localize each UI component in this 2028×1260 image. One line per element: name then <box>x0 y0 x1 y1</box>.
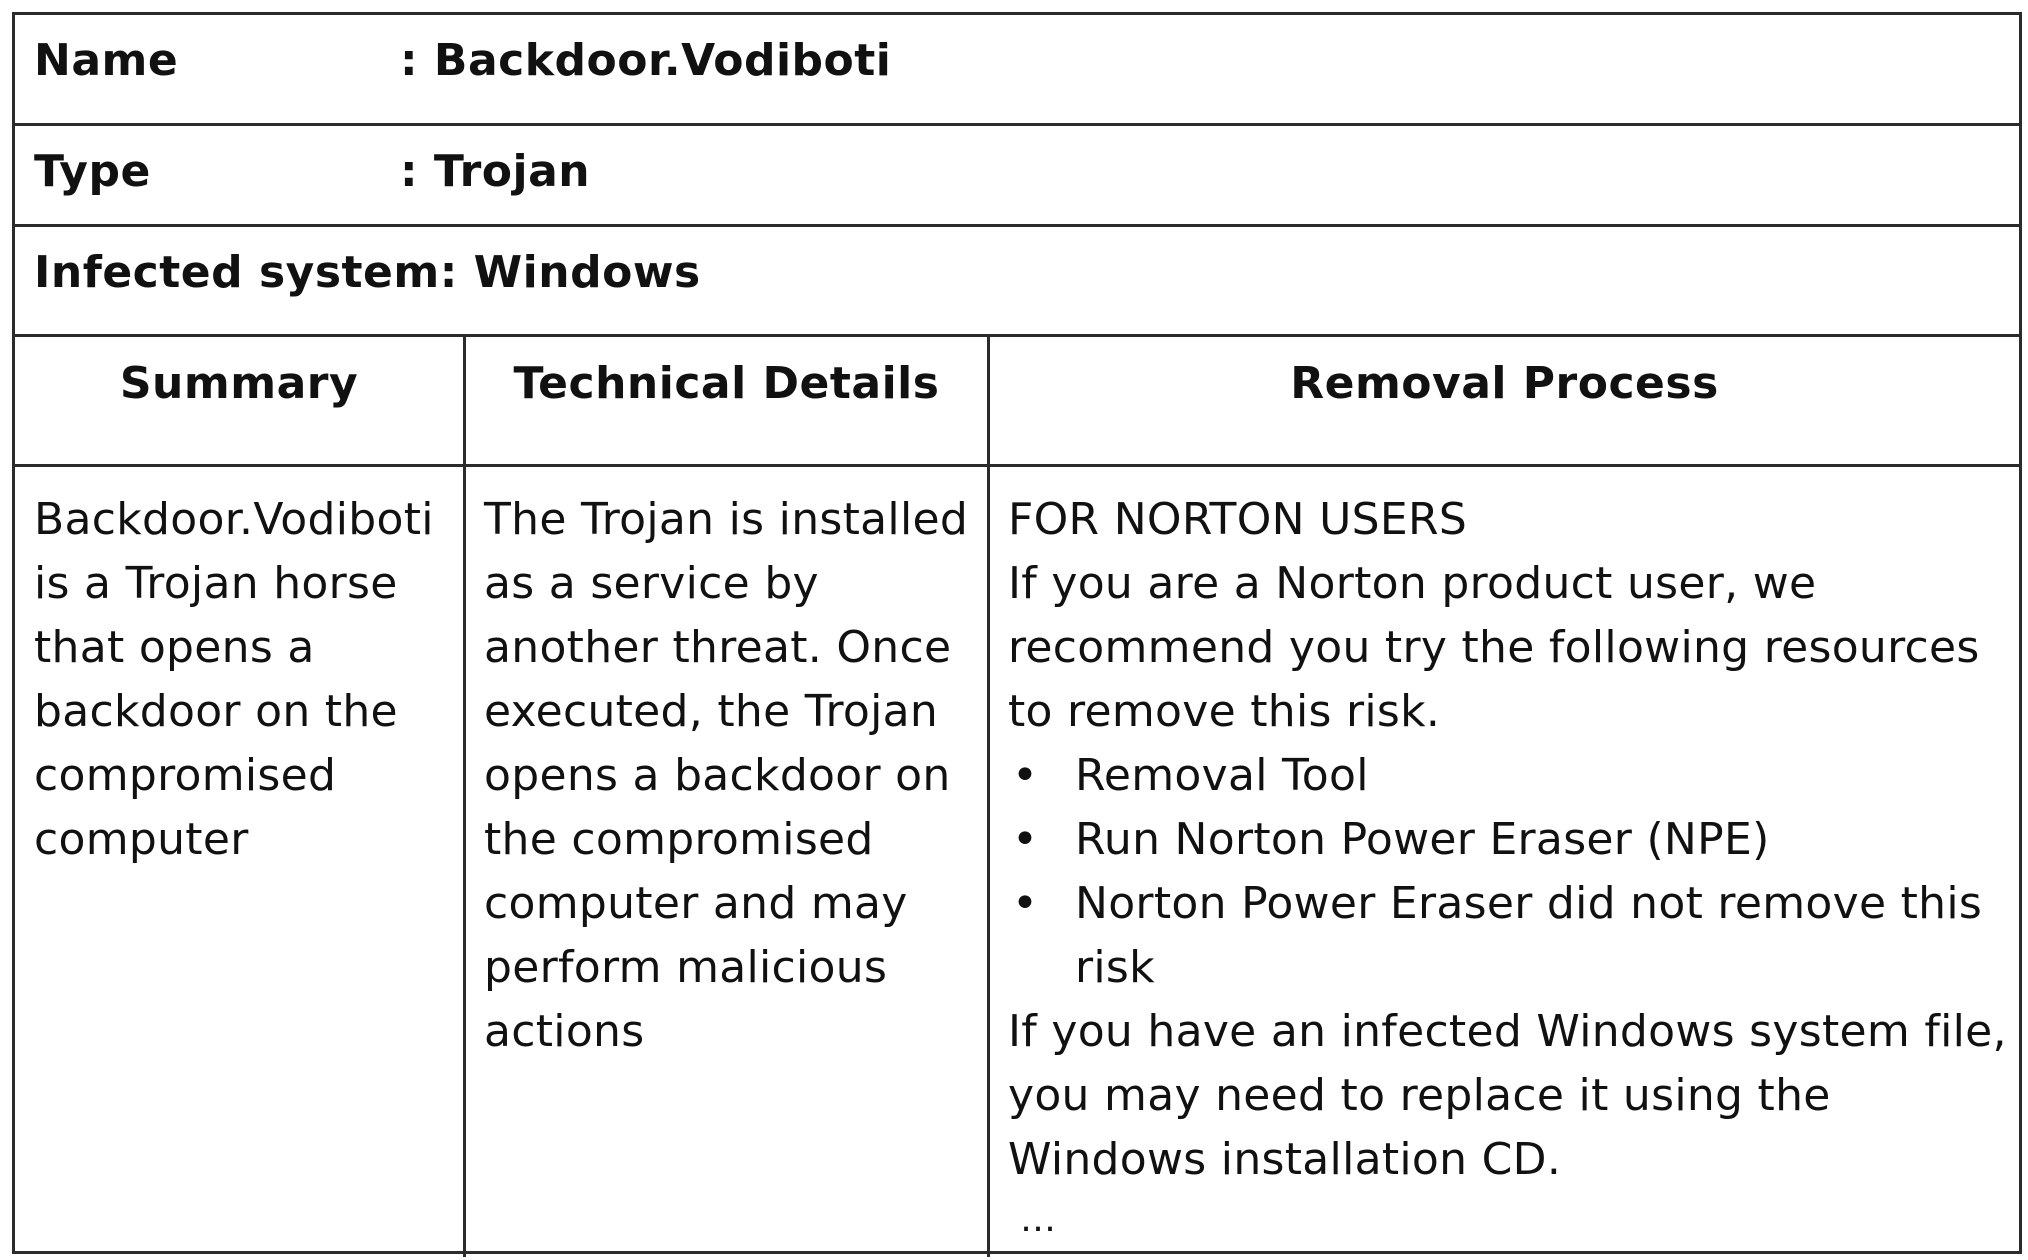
name-label: Name <box>34 35 179 86</box>
summary-header: Summary <box>119 358 359 409</box>
ellipsis-text: … <box>1020 1199 1057 1240</box>
removal-process-cell <box>987 467 2019 1257</box>
list-item <box>1008 808 2011 872</box>
removal-outro: If you have an infected Windows system file, you may need to replace it using the Windows installation CD. <box>1008 1006 2007 1185</box>
bullet-icon: • <box>1012 878 1039 929</box>
content-row <box>15 467 2019 1257</box>
name-value: : Backdoor.Vodiboti <box>400 35 892 86</box>
summary-cell <box>15 467 463 1257</box>
bullet-icon: • <box>1012 814 1039 865</box>
name-row <box>15 15 2019 126</box>
type-label: Type <box>34 146 151 197</box>
technical-details-text: The Trojan is installed as a service by another threat. Once executed, the Trojan opens a backdoor on the compromised computer and may perform malicious actions <box>484 494 969 1057</box>
removal-heading: FOR NORTON USERS <box>1008 494 1468 545</box>
summary-text: Backdoor.Vodiboti is a Trojan horse that opens a backdoor on the compromised computer <box>34 494 434 865</box>
column-header-row <box>15 337 2019 467</box>
bullet-icon: • <box>1012 750 1039 801</box>
removal-intro: If you are a Norton product user, we recommend you try the following resources to remove this risk. <box>1008 558 1980 737</box>
infected-system-row <box>15 227 2019 337</box>
infected-system-text: Infected system: Windows <box>34 247 701 298</box>
type-row <box>15 126 2019 227</box>
technical-details-cell <box>463 467 987 1257</box>
removal-process-header: Removal Process <box>1290 358 1719 409</box>
resource-npe-did-not-remove: Norton Power Eraser did not remove this risk <box>1075 878 1983 993</box>
technical-details-header: Technical Details <box>513 358 940 409</box>
resource-norton-power-eraser: Run Norton Power Eraser (NPE) <box>1075 814 1770 865</box>
removal-resource-list <box>1008 744 2011 1000</box>
list-item <box>1008 872 2011 1000</box>
resource-removal-tool: Removal Tool <box>1075 750 1369 801</box>
type-value: : Trojan <box>400 146 591 197</box>
list-item <box>1008 744 2011 808</box>
malware-info-table <box>12 12 2022 1254</box>
